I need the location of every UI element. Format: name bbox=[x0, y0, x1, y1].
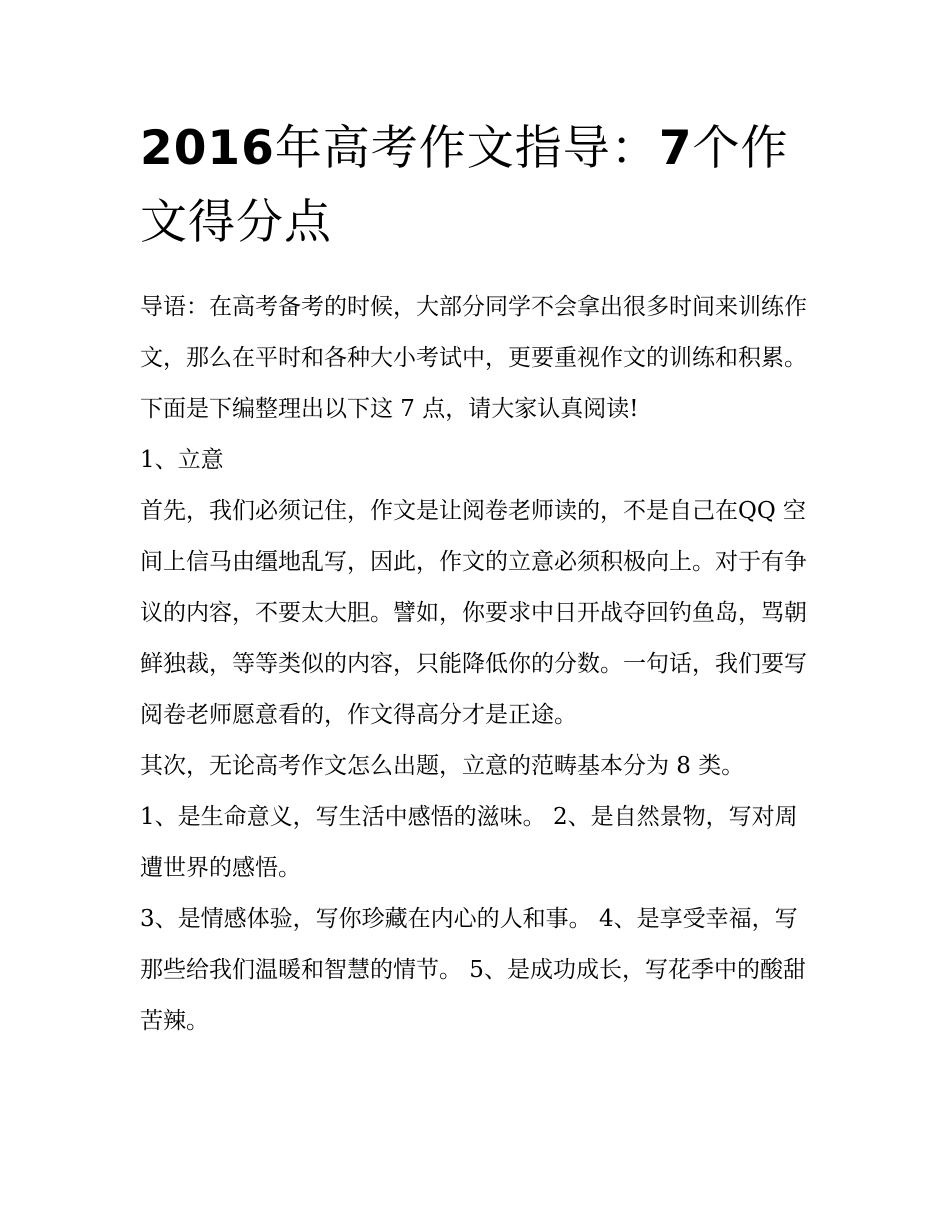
title-text-part1: 年高考作文指导： bbox=[274, 121, 659, 176]
body-paragraph: 首先，我们必须记住，作文是让阅卷老师读的，不是自己在QQ 空间上信马由缰地乱写，因此，作文的立意必须积极向上。对于有争议的内容，不要太大胆。譬如，你要求中日开战夺回钓鱼岛，骂朝鲜独裁，等等类似的内容，只能降低你的分数。一句话，我们要写阅卷老师愿意看的，作文得高分才是正途。 bbox=[140, 498, 807, 728]
intro-paragraph: 导语：在高考备考的时候，大部分同学不会拿出很多时间来训练作文，那么在平时和各种大小考试中，更要重视作文的训练和积累。下面是下编整理出以下这 7 点，请大家认真阅读! bbox=[140, 294, 807, 422]
title-text-part2: 个作文得分点 bbox=[140, 121, 789, 250]
body-paragraph: 3、是情感体验，写你珍藏在内心的人和事。 4、是享受幸福，写那些给我们温暖和智慧的情节。 5、是成功成长，写花季中的酸甜苦辣。 bbox=[140, 906, 806, 1034]
body-paragraph: 1、是生命意义，写生活中感悟的滋味。 2、是自然景物，写对周遭世界的感悟。 bbox=[140, 804, 798, 881]
section-heading-1: 1、立意 bbox=[140, 447, 224, 473]
body-paragraph: 其次，无论高考作文怎么出题，立意的范畴基本分为 8 类。 bbox=[140, 753, 745, 779]
title-number: 7 bbox=[658, 121, 693, 176]
document-body bbox=[140, 282, 820, 1047]
title-year: 2016 bbox=[140, 121, 275, 176]
page-title bbox=[140, 112, 820, 260]
